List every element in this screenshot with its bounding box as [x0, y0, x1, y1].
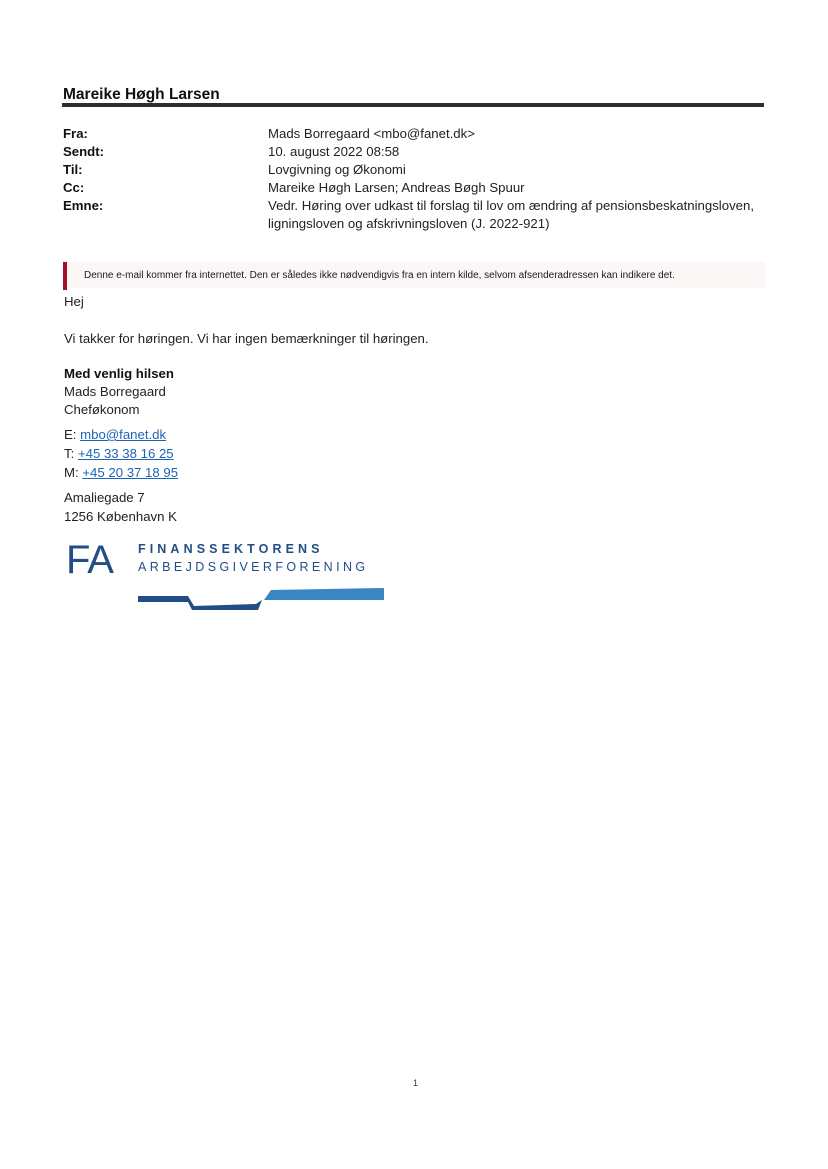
mobile-prefix: M: [64, 465, 79, 480]
email-link[interactable]: mbo@fanet.dk [80, 427, 167, 442]
header-label-subject: Emne: [63, 198, 104, 213]
header-value-sent: 10. august 2022 08:58 [268, 144, 400, 159]
signature-name: Mads Borregaard [64, 384, 166, 399]
page-title: Mareike Høgh Larsen [63, 86, 220, 103]
phone-prefix: T: [64, 446, 75, 461]
header-value-subject: Vedr. Høring over udkast til forslag til lov om ændring af pensionsbeskatningsloven, ligningsloven og afskrivningsloven (J. 2022-921) [268, 198, 754, 231]
logo-swoosh-dark [138, 596, 262, 610]
header-label-to: Til: [63, 162, 83, 177]
header-label-from: Fra: [63, 126, 88, 141]
header-label-sent: Sendt: [63, 144, 105, 159]
message-body: Vi takker for høringen. Vi har ingen bemærkninger til høringen. [64, 331, 429, 346]
logo-initials: FA [66, 538, 113, 582]
phone-link[interactable]: +45 33 38 16 25 [77, 446, 174, 461]
warning-accent-bar [63, 262, 67, 290]
company-logo [66, 538, 391, 613]
address-line-2: 1256 København K [64, 509, 177, 524]
mobile-link[interactable]: +45 20 37 18 95 [82, 465, 179, 480]
header-value-cc: Mareike Høgh Larsen; Andreas Bøgh Spuur [268, 180, 525, 195]
logo-text-line2: ARBEJDSGIVERFORENING [138, 560, 369, 574]
greeting: Hej [64, 294, 84, 309]
logo-swoosh [66, 586, 391, 612]
signature-closing: Med venlig hilsen [64, 366, 174, 381]
warning-text: Denne e-mail kommer fra internettet. Den er således ikke nødvendigvis fra en intern kilde, selvom afsenderadressen kan indikere det. [84, 270, 675, 281]
address-line-1: Amaliegade 7 [64, 490, 145, 505]
header-value-from: Mads Borregaard <mbo@fanet.dk> [268, 126, 475, 141]
page-number: 1 [413, 1078, 419, 1088]
email-prefix: E: [64, 427, 77, 442]
external-mail-warning-banner [63, 262, 765, 288]
header-divider [62, 103, 764, 107]
header-value-to: Lovgivning og Økonomi [268, 162, 406, 177]
signature-title: Cheføkonom [64, 402, 140, 417]
logo-text-line1: FINANSSEKTORENS [138, 542, 324, 556]
signature-mobile-row [64, 465, 178, 480]
logo-swoosh-light [264, 588, 384, 600]
signature-email-row [64, 427, 166, 442]
signature-phone-row [64, 446, 174, 461]
header-label-cc: Cc: [63, 180, 85, 195]
